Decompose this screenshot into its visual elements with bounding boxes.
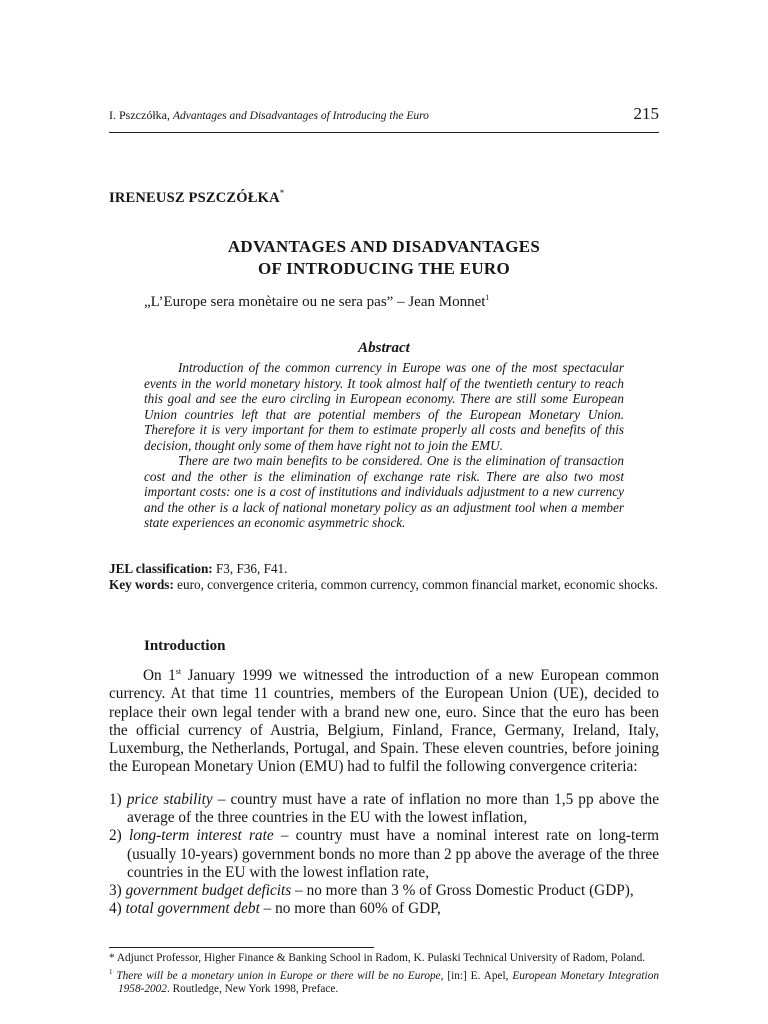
introduction-paragraph: [109, 663, 659, 776]
list-item: [109, 882, 659, 900]
list-item: [109, 791, 659, 827]
footnote-1: [109, 966, 659, 997]
list-term: long-term interest rate: [128, 827, 274, 845]
list-number: 1): [109, 791, 122, 808]
running-head-author: I. Pszczółka,: [109, 108, 170, 122]
footnote-quote: There will be a monetary union in Europe or there will be no Europe,: [112, 969, 444, 982]
abstract-paragraph-2: There are two main benefits to be considered. One is the elimination of transaction cost and the other is the elimination of exchange rate risk. There are also two most important costs: one is a cost of institutions and individuals adjustment to a new currency and the other is a lack of national monetary policy as an adjustment tool when a member state experiences an economic asymmetric shock.: [144, 453, 624, 530]
list-text: – no more than 60% of GDP,: [259, 900, 441, 918]
page-number: 215: [633, 104, 659, 123]
abstract-body: [144, 360, 624, 531]
list-term: government budget deficits: [125, 882, 292, 900]
footnote-rule: [109, 947, 374, 948]
title-line-2: OF INTRODUCING THE EURO: [257, 259, 510, 278]
footnote-mark: 1: [109, 967, 113, 976]
list-number: 4): [109, 900, 122, 918]
motto-text: „L’Europe sera monètaire ou ne sera pas” – Jean Monnet: [144, 294, 486, 310]
motto-footnote-mark: 1: [485, 293, 490, 302]
running-head: [109, 108, 659, 123]
footnote-text: Adjunct Professor, Higher Finance & Banking School in Radom, K. Pulaski Technical University of Radom, Poland.: [114, 952, 646, 964]
intro-text-rest: January 1999 we witnessed the introduction of a new European common currency. At that time 11 countries, members of the European Union (UE), decided to replace their own legal tender with a brand new one, euro. Since that the euro has been the official currency of Austria, Belgium, Finland, France, Germany, Ireland, Italy, Luxemburg, the Netherlands, Portugal, and Spain. These eleven countries, before joining the European Monetary Union (EMU) had to fulfil the following convergence criteria:: [109, 667, 659, 776]
section-heading-introduction: Introduction: [144, 638, 226, 654]
footnote-author: [109, 952, 659, 966]
list-text: – country must have a nominal interest rate on long-term (usually 10-years) government bonds no more than 2 pp above the average of the three countries in the EU with the lowest inflation rate,: [127, 827, 660, 881]
article-title: [109, 236, 659, 280]
footnote-text: [in:] E. Apel,: [443, 969, 513, 982]
list-item: [109, 900, 659, 918]
list-number: 3): [109, 882, 122, 900]
keywords-value: euro, convergence criteria, common currency, common financial market, economic shocks.: [177, 577, 658, 592]
intro-ordinal-suffix: st: [175, 667, 182, 676]
jel-value: F3, F36, F41.: [215, 561, 288, 576]
list-term: total government debt: [125, 900, 260, 918]
motto: [144, 293, 489, 311]
abstract-heading: Abstract: [358, 340, 410, 356]
intro-text-start: On 1: [143, 667, 176, 685]
list-term: price stability: [126, 791, 213, 808]
list-text: – country must have a rate of inflation no more than 1,5 pp above the average of the three countries in the EU with the lowest inflation,: [127, 791, 659, 827]
footnotes: [109, 952, 659, 997]
keywords-label: Key words:: [109, 577, 174, 592]
header-rule: [109, 132, 659, 133]
author-footnote-mark: *: [279, 188, 285, 198]
convergence-criteria-list: [109, 791, 659, 918]
introduction-body: [109, 663, 659, 776]
jel-classification: [109, 561, 659, 577]
running-head-title: Advantages and Disadvantages of Introducing the Euro: [172, 110, 429, 122]
author-name: IRENEUSZ PSZCZÓŁKA: [109, 189, 280, 206]
abstract-paragraph-1: Introduction of the common currency in Europe was one of the most spectacular events in the world monetary history. It took almost half of the twentieth century to reach this goal and see the euro circling in European economy. There are still some European Union countries left that are potential members of the European Monetary Union. Therefore it is very important for them to estimate properly all costs and benefits of this decision, thought only some of them have right not to join the EMU.: [144, 360, 624, 453]
title-line-1: ADVANTAGES AND DISADVANTAGES: [227, 237, 541, 256]
jel-label: JEL classification:: [109, 561, 213, 576]
footnote-mark: *: [109, 952, 115, 964]
footnote-text-end: . Routledge, New York 1998, Preface.: [166, 983, 339, 996]
list-item: [109, 827, 659, 882]
list-text: – no more than 3 % of Gross Domestic Product (GDP),: [291, 882, 634, 900]
article-author: [109, 188, 285, 207]
key-words: [109, 577, 659, 593]
footnote-book-title: European Monetary Integration 1958-2002: [118, 969, 659, 996]
list-number: 2): [109, 827, 122, 845]
